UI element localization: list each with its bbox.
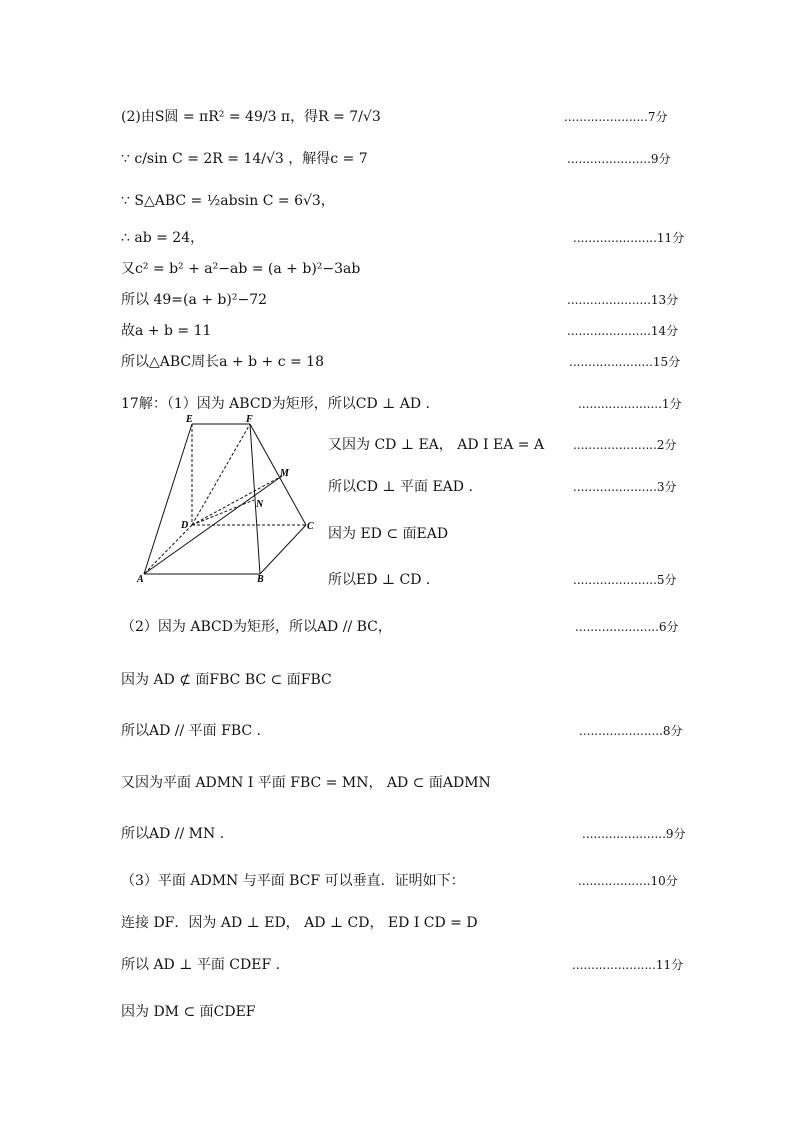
line-radius: (2)由S圆 = πR² = 49/3 π，得R = 7/√3: [121, 109, 381, 125]
step-ed-in-plane: 因为 ED ⊂ 面EAD: [328, 526, 449, 542]
q17-header: 17解：（1）因为 ABCD为矩形，所以CD ⊥ AD .: [121, 396, 431, 412]
step-cd-perp-plane: 所以CD ⊥ 平面 EAD .: [328, 479, 473, 495]
part3-ad-perp-plane: 所以 AD ⊥ 平面 CDEF .: [121, 957, 281, 973]
edge-DF: [192, 424, 250, 525]
line-cosine: 又c² = b² + a²−ab = (a + b)²−3ab: [121, 261, 361, 277]
score-8: ......................8分: [579, 724, 683, 738]
score-2: ......................2分: [573, 438, 677, 452]
line-49: 所以 49=(a + b)²−72: [121, 292, 268, 308]
part2-intersection: 又因为平面 ADMN I 平面 FBC = MN， AD ⊂ 面ADMN: [121, 775, 491, 791]
score-11-a: ......................11分: [573, 231, 685, 245]
part2-parallel-plane: 所以AD // 平面 FBC .: [121, 723, 261, 739]
score-11-b: ......................11分: [572, 958, 684, 972]
score-5: ......................5分: [573, 573, 677, 587]
part2-not-in-plane: 因为 AD ⊄ 面FBC BC ⊂ 面FBC: [121, 672, 332, 688]
label-B: B: [257, 574, 264, 585]
line-a-plus-b: 故a + b = 11: [121, 323, 212, 339]
line-perimeter: 所以△ABC周长a + b + c = 18: [121, 354, 324, 370]
score-9: ......................9分: [567, 152, 671, 166]
label-M: M: [280, 468, 289, 479]
edge-DA: [144, 525, 192, 574]
label-D: D: [181, 520, 189, 531]
label-E: E: [186, 414, 193, 425]
part3-dm-in-plane: 因为 DM ⊂ 面CDEF: [121, 1004, 256, 1020]
score-14: ......................14分: [567, 324, 679, 338]
label-C: C: [307, 521, 314, 532]
score-7: ......................7分: [564, 110, 668, 124]
step-ea: 又因为 CD ⊥ EA， AD I EA = A: [328, 437, 545, 453]
score-1: ......................1分: [578, 397, 682, 411]
step-ed-perp-cd: 所以ED ⊥ CD .: [328, 572, 431, 588]
line-side-c: ∵ c/sin C = 2R = 14/√3 ，解得c = 7: [121, 151, 368, 167]
part2-ad-parallel-mn: 所以AD // MN .: [121, 826, 225, 842]
part3-claim: （3）平面 ADMN 与平面 BCF 可以垂直．证明如下：: [121, 873, 465, 889]
edge-BC: [260, 525, 306, 574]
edge-DN: [192, 500, 254, 525]
label-N: N: [256, 499, 264, 510]
label-F: F: [246, 414, 253, 425]
score-15: ......................15分: [569, 355, 681, 369]
score-13: ......................13分: [567, 293, 679, 307]
line-area: ∵ S△ABC = ½absin C = 6√3，: [121, 193, 335, 209]
geometry-figure: [132, 412, 322, 587]
score-10: ...................10分: [578, 874, 678, 888]
edge-EA: [144, 424, 192, 574]
score-3: ......................3分: [573, 480, 677, 494]
score-9-b: ......................9分: [582, 827, 686, 841]
line-ab: ∴ ab = 24，: [121, 230, 205, 246]
part3-connect-df: 连接 DF．因为 AD ⊥ ED， AD ⊥ CD， ED I CD = D: [121, 915, 478, 931]
score-6: ......................6分: [575, 620, 679, 634]
part2-rect: （2）因为 ABCD为矩形，所以AD // BC，: [121, 619, 392, 635]
label-A: A: [137, 574, 144, 585]
